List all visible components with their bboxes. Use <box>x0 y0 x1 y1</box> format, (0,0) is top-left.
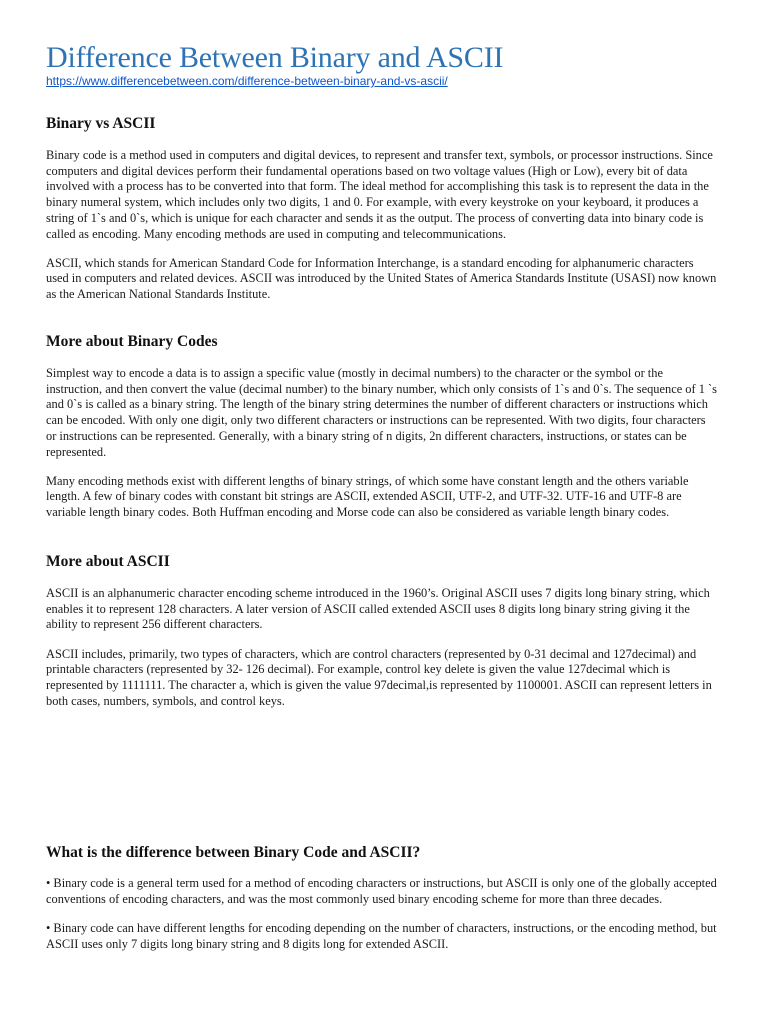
page-title: Difference Between Binary and ASCII <box>46 41 504 74</box>
paragraph: ASCII is an alphanumeric character encoding scheme introduced in the 1960’s. Original ASCII uses 7 digits long binary string, which enables it to represent 128 characters. A later version of ASCII called extended ASCII uses 8 digits long binary string giving it the ability to represent 256 different characters. <box>46 586 710 632</box>
paragraph: ASCII, which stands for American Standard Code for Information Interchange, is a standard encoding for alphanumeric characters used in computers and related devices. ASCII was introduced by the United States of America Standards Institute (USASI) now known as the American National Standards Institute. <box>46 255 717 302</box>
section-ascii <box>46 586 718 709</box>
heading-more-about-ascii: More about ASCII <box>46 553 170 570</box>
section-binary-codes <box>46 366 718 521</box>
heading-binary-vs-ascii: Binary vs ASCII <box>46 115 156 132</box>
heading-difference: What is the difference between Binary Code and ASCII? <box>46 844 421 861</box>
paragraph: Many encoding methods exist with different lengths of binary strings, of which some have constant length and the others variable length. A few of binary codes with constant bit strings are ASCII, extended ASCII, UTF-2, and UTF-32. UTF-16 and UTF-8 are variable length binary codes. Both Huffman encoding and Morse code can also be considered as variable length binary codes. <box>46 473 689 520</box>
bullet-item: • Binary code is a general term used for a method of encoding characters or instructions, but ASCII is only one of the globally accepted conventions of encoding characters, and was the most commonly used binary encoding scheme for more than three decades. <box>46 876 717 906</box>
paragraph: ASCII includes, primarily, two types of characters, which are control characters (represented by 0-31 decimal and 127decimal) and printable characters (represented by 32- 126 decimal). For example, control key delete is given the value 127decimal which is represented by 1111111. The character a, which is given the value 97decimal,is represented by 1100001. ASCII can represent letters in both cases, numbers, symbols, and control keys. <box>46 646 712 708</box>
paragraph: Binary code is a method used in computers and digital devices, to represent and transfer text, symbols, or processor instructions. Since computers and digital devices perform their fundamental operations based on two voltage values (High or Low), every bit of data involved with a process has to be converted into that form. The ideal method for accomplishing this task is to represent the data in the binary numeral system, which includes only two digits, 1 and 0. For example, with every keystroke on your keyboard, it produces a string of 1`s and 0`s, which is unique for each character and sends it as the output. The process of converting data into binary code is called as encoding. Many encoding methods are used in computing and telecommunications. <box>46 148 713 241</box>
source-link[interactable]: https://www.differencebetween.com/difference-between-binary-and-vs-ascii/ <box>46 74 448 88</box>
bullet-item: • Binary code can have different lengths for encoding depending on the number of characters, instructions, or the encoding method, but ASCII uses only 7 digits long binary string and 8 digits long for extended ASCII. <box>46 920 717 951</box>
section-binary-vs-ascii <box>46 148 718 303</box>
paragraph: Simplest way to encode a data is to assign a specific value (mostly in decimal numbers) to the character or the symbol or the instruction, and then convert the value (decimal number) to the binary number, which only consists of 1`s and 0`s. The sequence of 1 `s and 0`s is called as a binary string. The length of the binary string determines the number of different characters or instructions which can be encoded. With only one digit, only two different characters or instructions can be represented. With two digits, four characters or instructions can be represented. Generally, with a binary string of n digits, 2n different characters, instructions, or states can be represented. <box>46 366 717 459</box>
heading-more-about-binary-codes: More about Binary Codes <box>46 333 218 350</box>
section-difference <box>46 876 718 952</box>
